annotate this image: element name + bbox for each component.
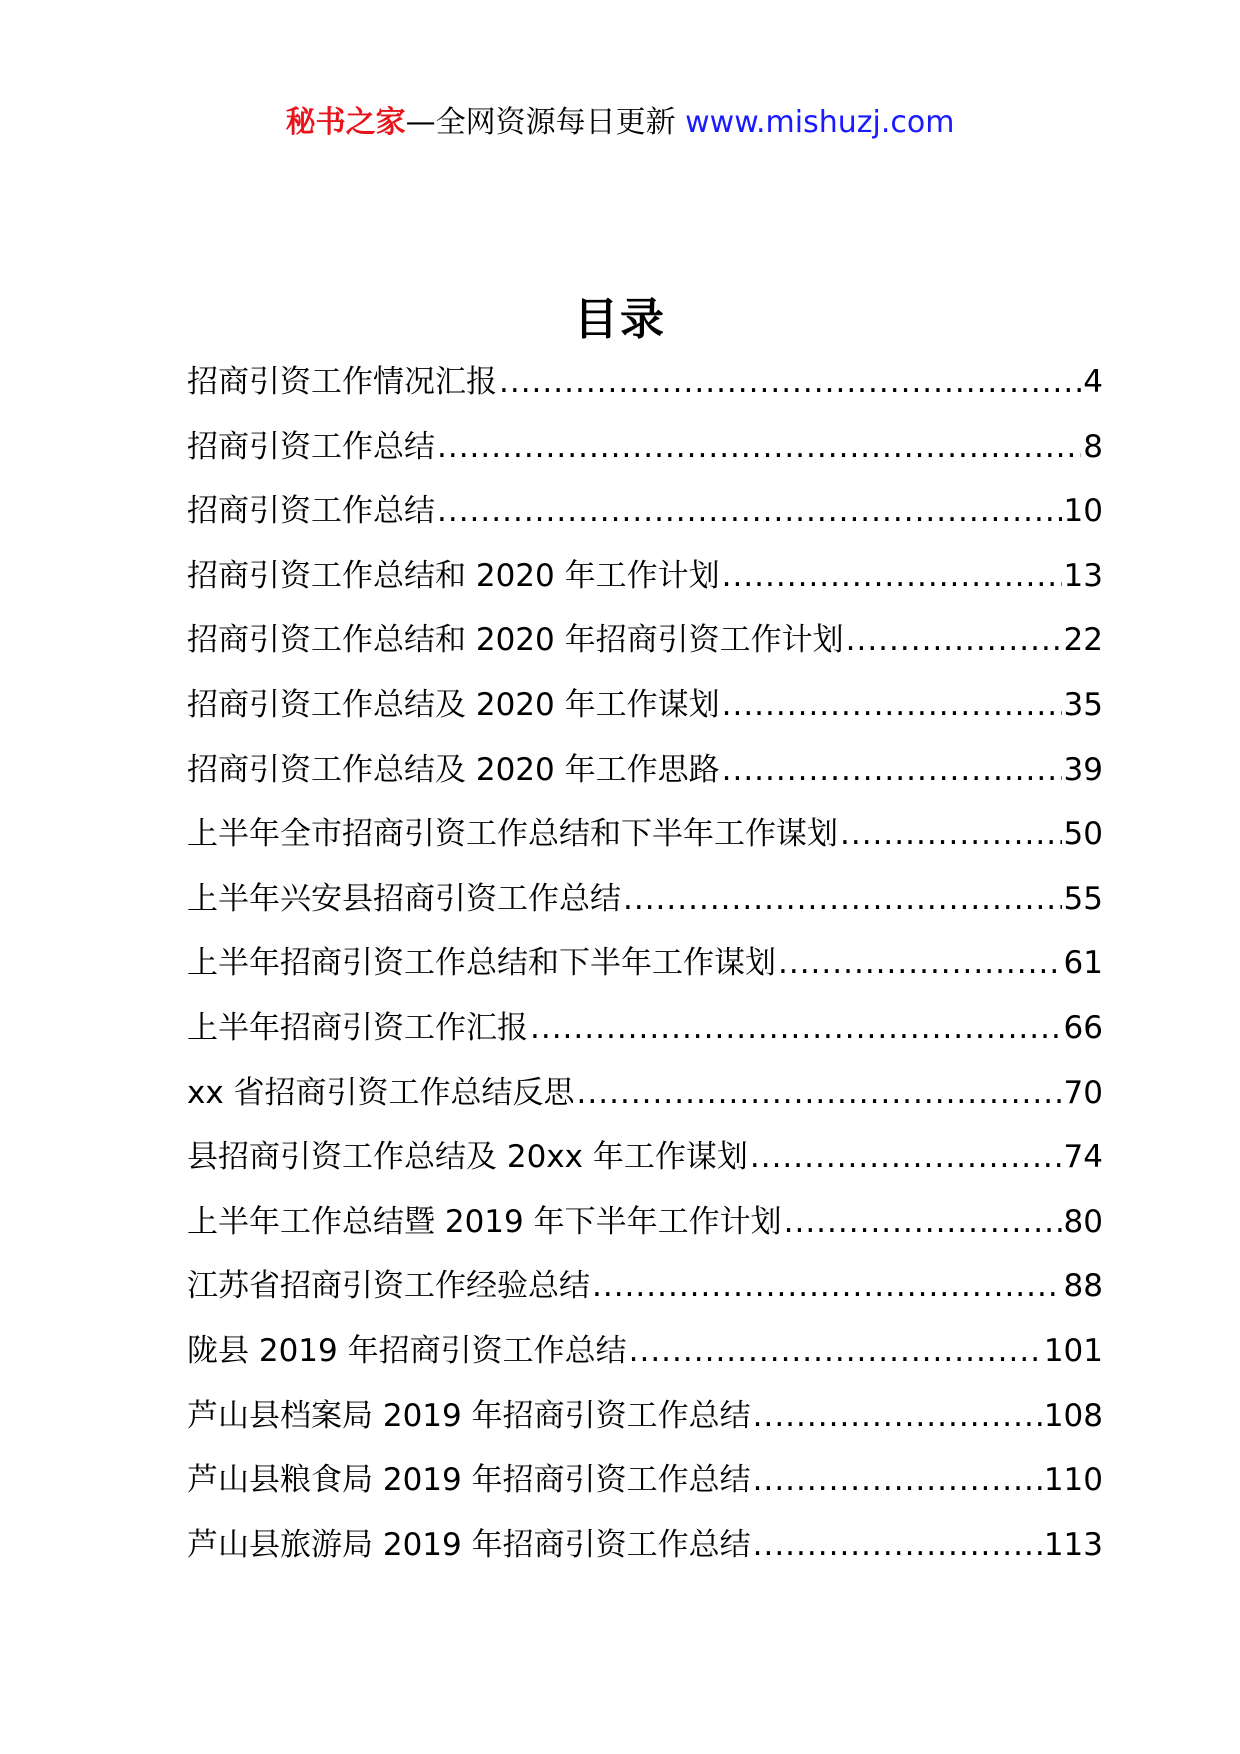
toc-entry-title: 招商引资工作总结和 2020 年工作计划 — [187, 557, 720, 594]
toc-entry-page: 50 — [1063, 816, 1103, 853]
toc-dot-leader — [437, 423, 1081, 471]
toc-entry[interactable] — [187, 1392, 1103, 1457]
page-header — [0, 100, 1240, 146]
toc-entry-title: 上半年工作总结暨 2019 年下半年工作计划 — [187, 1203, 782, 1240]
toc-entry[interactable] — [187, 1069, 1103, 1134]
toc-entry-title: 芦山县档案局 2019 年招商引资工作总结 — [187, 1397, 751, 1434]
toc-entry-title: 上半年全市招商引资工作总结和下半年工作谋划 — [187, 816, 838, 853]
toc-entry-title: 招商引资工作总结及 2020 年工作谋划 — [187, 686, 720, 723]
header-slogan: —全网资源每日更新 — [405, 105, 676, 140]
toc-entry-title: 芦山县旅游局 2019 年招商引资工作总结 — [187, 1526, 751, 1563]
toc-entry-title: 江苏省招商引资工作经验总结 — [187, 1268, 590, 1305]
toc-entry-title: 上半年兴安县招商引资工作总结 — [187, 880, 621, 917]
toc-title: 目录 — [574, 294, 666, 345]
toc-entry[interactable] — [187, 810, 1103, 875]
toc-entry-page: 39 — [1063, 751, 1103, 788]
toc-dot-leader — [722, 552, 1062, 600]
toc-dot-leader — [437, 487, 1062, 535]
toc-dot-leader — [784, 1198, 1062, 1246]
toc-entry-title: 招商引资工作总结和 2020 年招商引资工作计划 — [187, 622, 844, 659]
toc-entry-page: 22 — [1063, 622, 1103, 659]
toc-entry[interactable] — [187, 1521, 1103, 1586]
toc-entry-title: 陇县 2019 年招商引资工作总结 — [187, 1332, 627, 1369]
toc-entry[interactable] — [187, 616, 1103, 681]
toc-dot-leader — [577, 1069, 1062, 1117]
toc-entry-page: 88 — [1063, 1268, 1103, 1305]
toc-entry[interactable] — [187, 423, 1103, 488]
toc-dot-leader — [840, 810, 1062, 858]
site-url-link[interactable]: www.mishuzj.com — [685, 105, 955, 140]
toc-entry-page: 61 — [1063, 945, 1103, 982]
toc-entry-page: 8 — [1083, 428, 1103, 465]
toc-entry-page: 101 — [1043, 1332, 1103, 1369]
toc-entry-page: 10 — [1063, 493, 1103, 530]
toc-dot-leader — [499, 358, 1081, 406]
table-of-contents — [187, 358, 1103, 1585]
toc-dot-leader — [722, 681, 1062, 729]
toc-entry[interactable] — [187, 1004, 1103, 1069]
toc-entry[interactable] — [187, 681, 1103, 746]
toc-entry-page: 80 — [1063, 1203, 1103, 1240]
toc-entry-title: 上半年招商引资工作总结和下半年工作谋划 — [187, 945, 776, 982]
toc-entry-page: 13 — [1063, 557, 1103, 594]
toc-dot-leader — [623, 875, 1062, 923]
brand-name: 秘书之家 — [285, 105, 406, 140]
toc-entry[interactable] — [187, 358, 1103, 423]
toc-entry-page: 4 — [1083, 364, 1103, 400]
toc-dot-leader — [750, 1133, 1062, 1181]
toc-entry[interactable] — [187, 487, 1103, 552]
toc-dot-leader — [753, 1521, 1042, 1569]
toc-dot-leader — [753, 1456, 1042, 1504]
toc-entry-page: 113 — [1043, 1526, 1103, 1563]
toc-entry-page: 108 — [1043, 1397, 1103, 1434]
toc-entry-title: 芦山县粮食局 2019 年招商引资工作总结 — [187, 1462, 751, 1499]
toc-dot-leader — [846, 616, 1062, 664]
toc-dot-leader — [592, 1262, 1062, 1310]
toc-entry[interactable] — [187, 1327, 1103, 1392]
toc-entry-title: 县招商引资工作总结及 20xx 年工作谋划 — [187, 1139, 748, 1176]
toc-entry-page: 110 — [1043, 1462, 1103, 1499]
toc-entry-page: 55 — [1063, 880, 1103, 917]
toc-dot-leader — [629, 1327, 1042, 1375]
toc-entry-title: 招商引资工作总结 — [187, 428, 435, 465]
toc-entry-title: xx 省招商引资工作总结反思 — [187, 1074, 575, 1111]
toc-dot-leader — [722, 746, 1062, 794]
toc-entry-page: 70 — [1063, 1074, 1103, 1111]
toc-entry[interactable] — [187, 746, 1103, 811]
toc-entry-page: 66 — [1063, 1009, 1103, 1046]
toc-entry[interactable] — [187, 1133, 1103, 1198]
toc-entry-title: 上半年招商引资工作汇报 — [187, 1009, 528, 1046]
toc-entry-title: 招商引资工作总结及 2020 年工作思路 — [187, 751, 720, 788]
toc-entry[interactable] — [187, 875, 1103, 940]
toc-entry-title: 招商引资工作情况汇报 — [187, 364, 497, 400]
toc-entry[interactable] — [187, 552, 1103, 617]
toc-entry[interactable] — [187, 939, 1103, 1004]
toc-entry[interactable] — [187, 1456, 1103, 1521]
toc-entry-title: 招商引资工作总结 — [187, 493, 435, 530]
toc-entry-page: 74 — [1063, 1139, 1103, 1176]
toc-dot-leader — [778, 939, 1062, 987]
toc-dot-leader — [753, 1392, 1042, 1440]
toc-dot-leader — [530, 1004, 1062, 1052]
toc-entry[interactable] — [187, 1198, 1103, 1263]
toc-entry-page: 35 — [1063, 686, 1103, 723]
toc-entry[interactable] — [187, 1262, 1103, 1327]
